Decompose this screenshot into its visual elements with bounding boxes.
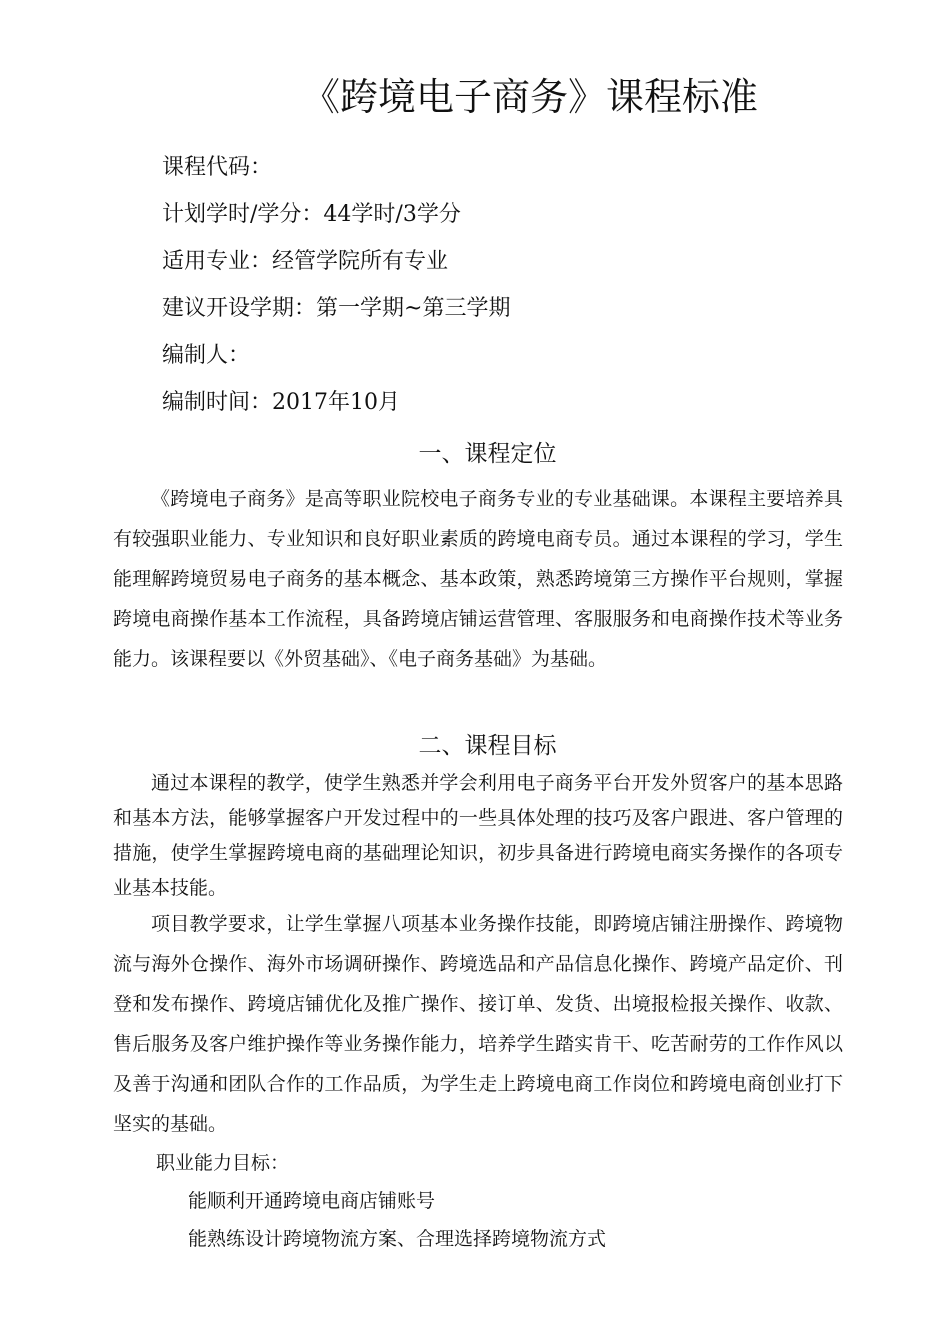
meta-applicable-major (162, 242, 510, 289)
meta-value: 44学时/3学分 (323, 202, 461, 227)
objectives-paragraph-1: 通过本课程的教学，使学生熟悉并学会利用电子商务平台开发外贸客户的基本思路和基本方法，能够掌握客户开发过程中的一些具体处理的技巧及客户跟进、客户管理的措施，使学生掌握跨境电商的基础理论知识，初步具备进行跨境电商实务操作的各项专业基本技能。 (113, 772, 843, 899)
meta-value: 经管学院所有专业 (272, 249, 449, 274)
meta-label: 编制时间： (162, 390, 273, 415)
career-ability-heading: 职业能力目标： (156, 1152, 290, 1174)
section-heading-objectives: 二、课程目标 (418, 733, 557, 759)
ability-goal-item: 能熟练设计跨境物流方案、合理选择跨境物流方式 (188, 1228, 607, 1250)
meta-value: 2017年10月 (272, 390, 400, 415)
course-meta (162, 148, 510, 430)
meta-label: 适用专业： (162, 249, 273, 274)
meta-label: 课程代码： (162, 155, 273, 180)
meta-course-code (162, 148, 510, 195)
meta-date (162, 383, 510, 430)
meta-author (162, 336, 510, 383)
meta-semester (162, 289, 510, 336)
meta-hours-credits (162, 195, 510, 242)
section-heading-positioning: 一、课程定位 (418, 441, 557, 467)
positioning-paragraph: 《跨境电子商务》是高等职业院校电子商务专业的专业基础课。本课程主要培养具有较强职业能力、专业知识和良好职业素质的跨境电商专员。通过本课程的学习，学生能理解跨境贸易电子商务的基本概念、基本政策，熟悉跨境第三方操作平台规则，掌握跨境电商操作基本工作流程，具备跨境店铺运营管理、客服服务和电商操作技术等业务能力。该课程要以《外贸基础》、《电子商务基础》为基础。 (113, 488, 843, 670)
meta-label: 计划学时/学分： (162, 202, 324, 227)
meta-label: 建议开设学期： (162, 296, 317, 321)
document-title: 《跨境电子商务》课程标准 (301, 75, 758, 119)
meta-value: 第一学期~第三学期 (316, 296, 511, 321)
meta-label: 编制人： (162, 343, 251, 368)
ability-goal-item: 能顺利开通跨境电商店铺账号 (188, 1190, 436, 1212)
objectives-paragraph-2: 项目教学要求，让学生掌握八项基本业务操作技能，即跨境店铺注册操作、跨境物流与海外仓操作、海外市场调研操作、跨境选品和产品信息化操作、跨境产品定价、刊登和发布操作、跨境店铺优化及推广操作、接订单、发货、出境报检报关操作、收款、售后服务及客户维护操作等业务操作能力，培养学生踏实肯干、吃苦耐劳的工作作风以及善于沟通和团队合作的工作品质，为学生走上跨境电商工作岗位和跨境电商创业打下坚实的基础。 (113, 913, 843, 1135)
